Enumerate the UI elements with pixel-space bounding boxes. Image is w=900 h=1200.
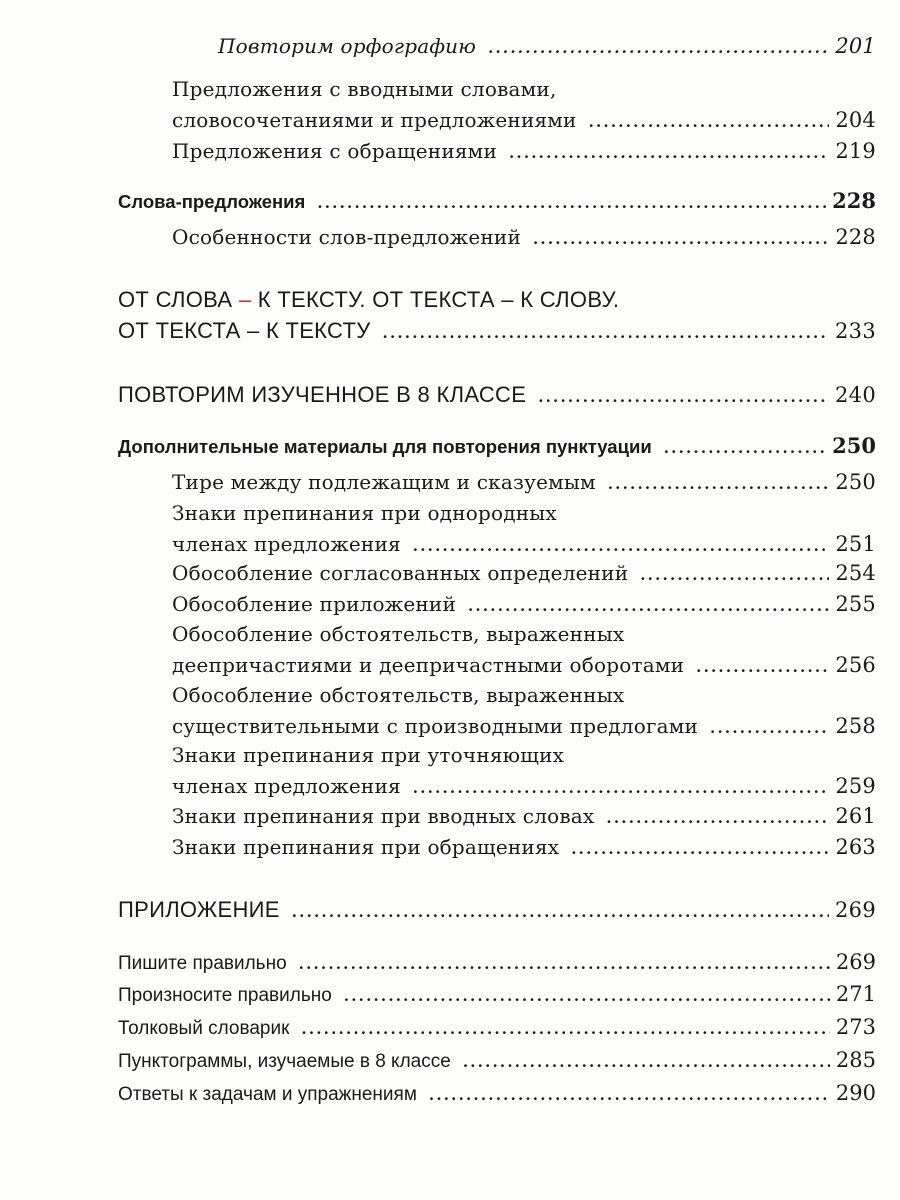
toc-entry[interactable] [118, 947, 876, 979]
toc-entry-line [172, 105, 876, 136]
toc-entry-line [118, 315, 876, 346]
toc-entry-title: Предложения с обращениями [172, 139, 497, 163]
toc-entry[interactable] [172, 74, 876, 136]
page-number: 255 [835, 592, 876, 616]
toc-entry-line [118, 1045, 876, 1077]
toc-entry[interactable] [172, 222, 876, 253]
toc-entry[interactable] [172, 832, 876, 863]
dot-leader [664, 433, 826, 464]
dot-leader [608, 469, 830, 500]
page-number: 250 [835, 470, 876, 494]
page-number: 254 [835, 561, 876, 585]
dot-leader [383, 318, 829, 349]
toc-entry[interactable] [172, 498, 876, 560]
dot-leader [571, 834, 829, 865]
dot-leader [344, 981, 830, 1012]
toc-entry-line [118, 1012, 876, 1044]
dot-leader [301, 1014, 830, 1045]
dot-leader [463, 1047, 830, 1078]
toc-entry-line [118, 185, 876, 216]
toc-entry[interactable] [118, 379, 876, 410]
toc-entry[interactable] [172, 589, 876, 620]
page-number: 285 [835, 1048, 876, 1072]
page-number: 261 [835, 804, 876, 828]
toc-entry-title: Толковый словарик [118, 1018, 290, 1039]
toc-entry[interactable] [118, 1045, 876, 1077]
toc-entry-title: словосочетаниями и предложениями [172, 108, 577, 132]
toc-entry-line [118, 430, 876, 461]
toc-entry-line [172, 740, 876, 771]
page-number: 228 [835, 225, 876, 249]
toc-entry-title: Произносите правильно [118, 985, 332, 1006]
toc-entry-title: Обособление обстоятельств, выраженных [172, 683, 625, 707]
dot-leader [429, 1080, 830, 1111]
toc-entry-title: Обособление обстоятельств, выраженных [172, 622, 625, 646]
toc-entry[interactable] [118, 284, 876, 346]
toc-entry-title: Предложения с вводными словами, [172, 77, 557, 101]
dot-leader [589, 107, 830, 138]
page-number: 258 [835, 714, 876, 738]
toc-entry-title: Повторим орфографию [218, 34, 477, 58]
toc-entry-line [118, 979, 876, 1011]
toc-entry[interactable] [118, 1078, 876, 1110]
toc-entry[interactable] [172, 467, 876, 498]
page-number: 233 [835, 319, 876, 343]
dot-leader [509, 138, 829, 169]
toc-entry-line [172, 619, 876, 650]
title-segment: ОТ СЛОВА [118, 287, 239, 312]
page-number: 240 [835, 383, 876, 407]
toc-entry-line [118, 1078, 876, 1110]
toc-entry-title: Знаки препинания при вводных словах [172, 804, 595, 828]
toc-entry[interactable] [172, 740, 876, 802]
page-number: 251 [835, 532, 876, 556]
page-number: 269 [835, 950, 876, 974]
toc-entry-line [172, 801, 876, 832]
toc-entry[interactable] [118, 979, 876, 1011]
toc-entry-line [172, 74, 876, 105]
dot-leader [413, 773, 830, 804]
toc-entry-title: Пунктограммы, изучаемые в 8 классе [118, 1051, 451, 1072]
accent-dash: – [238, 287, 252, 312]
dot-leader [468, 591, 829, 622]
toc-entry-title: ОТ ТЕКСТА – К ТЕКСТУ [118, 318, 371, 343]
toc-entry-line [172, 136, 876, 167]
toc-entry[interactable] [172, 558, 876, 589]
toc-entry-title: Ответы к задачам и упражнениям [118, 1084, 417, 1105]
toc-entry-line [172, 650, 876, 681]
page-number: 271 [835, 982, 876, 1006]
page-number: 250 [832, 433, 876, 458]
page-number: 269 [835, 898, 876, 922]
toc-entry-line [118, 894, 876, 925]
toc-entry-line [172, 771, 876, 802]
page-number: 290 [835, 1081, 876, 1105]
toc-entry-title: существительными с производными предлогами [172, 714, 699, 738]
toc-entry-line [172, 589, 876, 620]
page-number: 263 [835, 835, 876, 859]
toc-entry-title: Слова-предложения [118, 191, 306, 212]
toc-entry-title: деепричастиями и деепричастными оборотами [172, 653, 685, 677]
toc-entry[interactable] [172, 801, 876, 832]
toc-entry[interactable] [172, 619, 876, 681]
page-number: 228 [832, 188, 876, 213]
dot-leader [533, 224, 829, 255]
dot-leader [488, 33, 829, 64]
toc-entry[interactable] [218, 31, 876, 62]
toc-entry-title: Обособление приложений [172, 592, 456, 616]
toc-entry[interactable] [118, 894, 876, 925]
toc-entry-title: ПОВТОРИМ ИЗУЧЕННОЕ В 8 КЛАССЕ [118, 382, 527, 407]
dot-leader [292, 897, 829, 928]
dot-leader [299, 949, 830, 980]
toc-entry-title: Знаки препинания при уточняющих [172, 743, 565, 767]
toc-entry-line [172, 222, 876, 253]
toc-entry-line [118, 379, 876, 410]
toc-entry-title: членах предложения [172, 532, 401, 556]
toc-entry-title: Знаки препинания при однородных [172, 501, 557, 525]
page-number: 273 [835, 1015, 876, 1039]
page-number: 204 [835, 108, 876, 132]
toc-entry[interactable] [118, 430, 876, 461]
toc-entry-line [172, 711, 876, 742]
page-number: 219 [835, 139, 876, 163]
title-segment: К ТЕКСТУ. ОТ ТЕКСТА – К СЛОВУ. [251, 287, 620, 312]
dot-leader [696, 652, 829, 683]
toc-entry-title: Обособление согласованных определений [172, 561, 629, 585]
toc-entry-title: ПРИЛОЖЕНИЕ [118, 897, 280, 922]
toc-entry-title: Тире между подлежащим и сказуемым [172, 470, 596, 494]
dot-leader [640, 560, 829, 591]
toc-entry-line [118, 284, 876, 315]
toc-entry[interactable] [118, 185, 876, 216]
toc-entry-line [118, 947, 876, 979]
dot-leader [538, 382, 829, 413]
toc-entry-line [172, 832, 876, 863]
dot-leader [606, 803, 829, 834]
page-number: 259 [835, 774, 876, 798]
toc-entry[interactable] [172, 136, 876, 167]
toc-entry-title: Особенности слов-предложений [172, 225, 521, 249]
toc-entry-line [172, 498, 876, 529]
toc-entry-title: Знаки препинания при обращениях [172, 835, 560, 859]
toc-entry[interactable] [118, 1012, 876, 1044]
page-number: 256 [835, 653, 876, 677]
toc-entry-line [172, 680, 876, 711]
toc-entry-title: Пишите правильно [118, 953, 287, 974]
toc-entry-line [172, 558, 876, 589]
toc-entry-line [172, 529, 876, 560]
toc-entry-line [172, 467, 876, 498]
page-number: 201 [835, 34, 876, 58]
toc-entry-title: Дополнительные материалы для повторения пунктуации [118, 436, 652, 457]
toc-entry-title: членах предложения [172, 774, 401, 798]
toc-entry[interactable] [172, 680, 876, 742]
toc-entry-line [218, 31, 876, 62]
toc-entry-title [118, 284, 619, 315]
dot-leader [317, 188, 826, 219]
